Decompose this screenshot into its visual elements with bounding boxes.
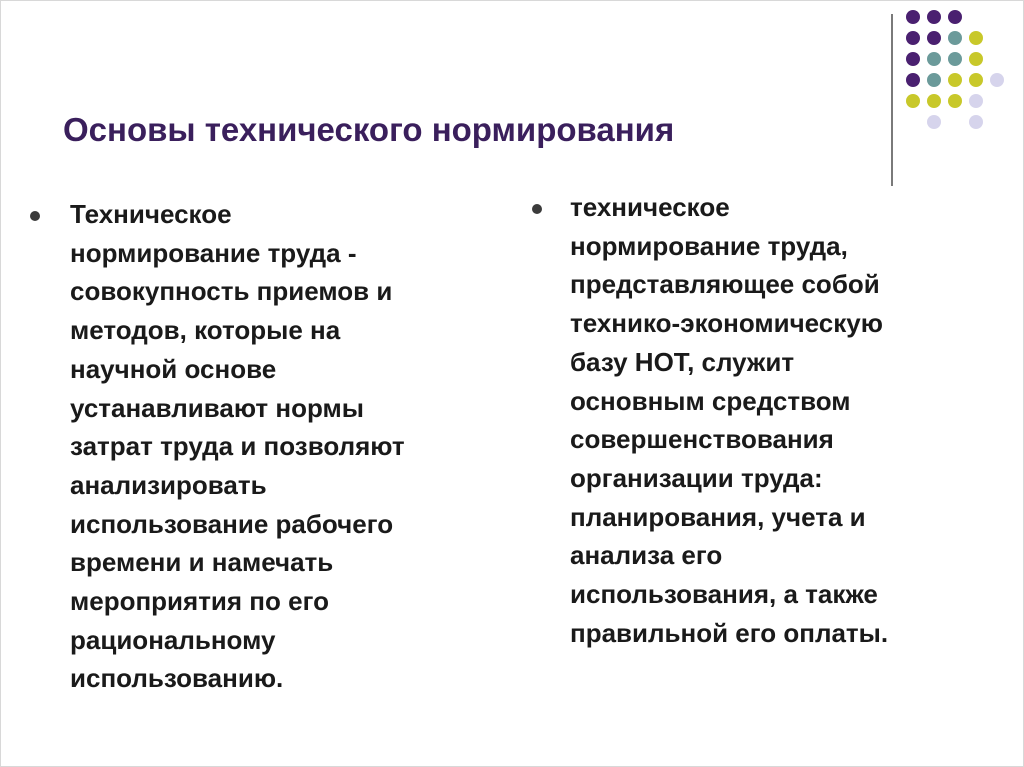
text-line: анализа его (570, 540, 723, 571)
decorative-dot (969, 31, 983, 45)
text-line: базу НОТ, служит (570, 346, 795, 377)
decorative-dot (906, 10, 920, 24)
decorative-dot (948, 10, 962, 24)
text-line: совершенствования (570, 424, 834, 455)
decorative-dot (948, 94, 962, 108)
decorative-dot (948, 31, 962, 45)
text-line: техническое (570, 192, 730, 222)
right-bullet-icon (532, 204, 542, 214)
left-bullet-icon (30, 211, 40, 221)
decorative-dot (969, 73, 983, 87)
decorative-dot (990, 73, 1004, 87)
text-line: методов, которые на (70, 315, 341, 346)
text-line: времени и намечать (70, 547, 334, 578)
decorative-dot (927, 10, 941, 24)
text-line: рациональному (70, 624, 276, 655)
text-line: использования, а также (570, 579, 878, 610)
left-bullet-text (70, 195, 470, 698)
decorative-dot (906, 94, 920, 108)
text-line: организации труда: (570, 462, 823, 493)
text-line: мероприятия по его (70, 586, 329, 617)
text-line: использованию. (70, 663, 284, 694)
decorative-dot (927, 73, 941, 87)
decorative-dot (969, 94, 983, 108)
text-line: затрат труда и позволяют (70, 431, 405, 462)
decorative-dot (927, 94, 941, 108)
text-line: правильной его оплаты. (570, 617, 889, 648)
decorative-dot (927, 31, 941, 45)
decorative-dot (969, 115, 983, 129)
decorative-dot (906, 52, 920, 66)
text-line: основным средством (570, 385, 851, 416)
decorative-divider-line (891, 14, 893, 186)
decorative-dot (927, 115, 941, 129)
text-line: нормирование труда, (570, 230, 848, 261)
text-line: устанавливают нормы (70, 392, 364, 423)
text-line: технико-экономическую (570, 308, 883, 339)
text-line: использование рабочего (70, 508, 394, 539)
text-line: планирования, учета и (570, 501, 866, 532)
slide-title: Основы технического нормирования (63, 111, 675, 148)
text-line: нормирование труда - (70, 237, 357, 268)
decorative-dot (906, 73, 920, 87)
decorative-dot (948, 73, 962, 87)
text-line: анализировать (70, 469, 267, 500)
decorative-dot (969, 52, 983, 66)
right-bullet-text (570, 188, 970, 652)
decorative-dot-grid (906, 10, 1016, 170)
decorative-dot (927, 52, 941, 66)
text-line: Техническое (70, 199, 232, 229)
text-line: научной основе (70, 353, 277, 384)
decorative-dot (948, 52, 962, 66)
decorative-dot (906, 31, 920, 45)
text-line: совокупность приемов и (70, 276, 393, 307)
text-line: представляющее собой (570, 269, 880, 300)
